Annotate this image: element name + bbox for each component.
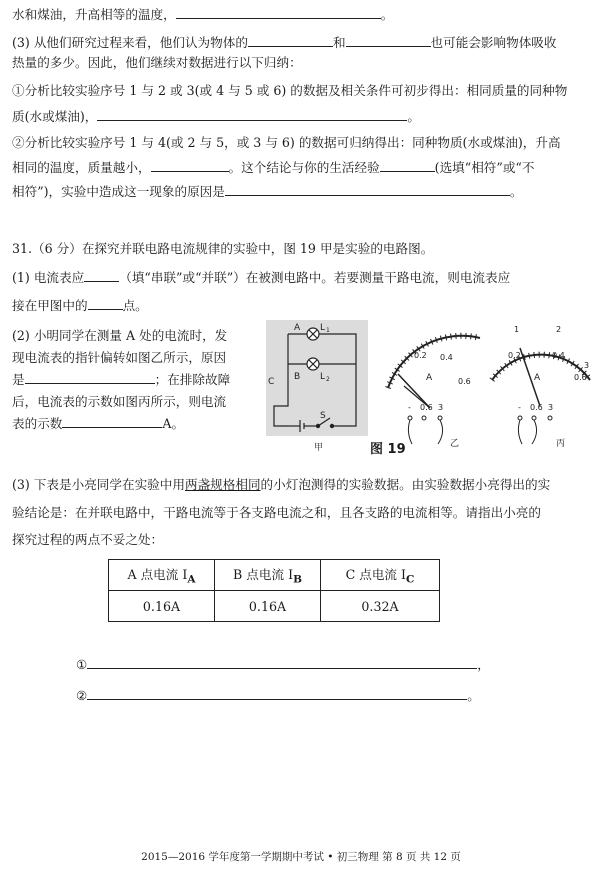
ammeter-c-terminal-2: 0.6 xyxy=(530,403,543,412)
circuit-label-a: A xyxy=(294,323,301,333)
ammeter-c-tick-3: 3 xyxy=(584,361,590,370)
ammeter-b-terminal-1: - xyxy=(408,403,411,412)
ammeter-c xyxy=(492,325,590,449)
circuit-diagram xyxy=(266,320,368,436)
ammeter-c-terminal-1: - xyxy=(518,403,521,412)
answer-blank[interactable] xyxy=(380,158,435,172)
circuit-label-s: S xyxy=(320,411,326,421)
q31-part3-line3: 探究过程的两点不妥之处： xyxy=(12,532,164,547)
answer-blank[interactable] xyxy=(176,5,381,19)
question-31-heading: 31.（6 分）在探究并联电路电流规律的实验中，图 19 甲是实验的电路图。 xyxy=(12,241,434,256)
circuit-label-l2-sub: 2 xyxy=(326,376,330,383)
ammeter-b-label: 乙 xyxy=(450,439,460,449)
page-footer: 2015—2016 学年度第一学期期中考试 • 初三物理 第 8 页 共 12 页 xyxy=(141,851,461,863)
answer-blank[interactable] xyxy=(25,370,155,384)
ammeter-c-label: 丙 xyxy=(556,439,566,449)
current-data-table xyxy=(108,559,440,622)
circuit-label-jia: 甲 xyxy=(314,443,324,453)
q31-part1-line2: 接在甲图中的 点。 xyxy=(12,298,148,313)
answer-blank[interactable] xyxy=(151,158,229,172)
table-header: A 点电流 $I_A$ xyxy=(109,560,215,591)
table-header: C 点电流 $I_C$ xyxy=(321,560,440,591)
text-line-6: ②分析比较实验序号 1 与 4(或 2 与 5，或 3 与 6) 的数据可归纳得出：同种物质(水或煤油)，升高 xyxy=(12,135,561,150)
text-line-2: (3) 从他们研究过程来看，他们认为物体的 和 也可能会影响物体吸收 xyxy=(12,35,557,50)
text-line-8: 相符”)，实验中造成这一现象的原因是 。 xyxy=(12,184,523,199)
answer-blank[interactable] xyxy=(62,414,162,428)
ammeter-c-tick-6: 0.6 xyxy=(574,373,587,382)
ammeter-c-terminal-3: 3 xyxy=(548,403,554,412)
text-line-1: 水和煤油，升高相等的温度， 。 xyxy=(12,7,394,22)
table-row xyxy=(109,591,440,622)
text-line-3: 热量的多少。因此，他们继续对数据进行以下归纳： xyxy=(12,55,302,70)
table-header: B 点电流 $I_B$ xyxy=(215,560,321,591)
answer-blank[interactable] xyxy=(248,33,333,47)
answer-blank[interactable] xyxy=(84,268,119,282)
answer-blank[interactable] xyxy=(87,655,477,669)
figure-19 xyxy=(258,318,598,458)
answer-blank[interactable] xyxy=(346,33,431,47)
ammeter-b xyxy=(388,336,480,449)
ammeter-b-tick-1: 0.2 xyxy=(414,351,427,360)
text-line-5: 质(水或煤油)， 。 xyxy=(12,109,420,124)
answer-blank[interactable] xyxy=(88,296,123,310)
text-line-4: ①分析比较实验序号 1 与 2 或 3(或 4 与 5 或 6) 的数据及相关条件可初步得出：相同质量的同种物 xyxy=(12,83,568,98)
q31-part1-line1: (1) 电流表应 （填“串联”或“并联”）在被测电路中。若要测量干路电流，则电流表应 xyxy=(12,270,511,285)
ammeter-c-tick-4: 0.2 xyxy=(508,351,521,360)
ammeter-c-tick-1: 1 xyxy=(514,325,520,334)
table-cell: 0.16A xyxy=(109,591,215,622)
answer-blank[interactable] xyxy=(225,182,510,196)
q31-part3-line1: (3) 下表是小亮同学在实验中用两盏规格相同的小灯泡测得的实验数据。由实验数据小亮得出的实 xyxy=(12,477,551,492)
table-cell: 0.32A xyxy=(321,591,440,622)
ammeter-b-terminal-2: 0.6 xyxy=(420,403,433,412)
text-line-7: 相同的温度，质量越小， 。这个结论与你的生活经验 (选填“相符”或“不 xyxy=(12,160,535,175)
ammeter-c-unit: A xyxy=(534,373,541,383)
ammeter-b-terminal-3: 3 xyxy=(438,403,444,412)
circuit-label-c: C xyxy=(268,377,275,387)
table-header-row xyxy=(109,560,440,591)
circuit-label-l-sub: 1 xyxy=(326,327,330,334)
q31-part3-line2: 验结论是：在并联电路中，干路电流等于各支路电流之和，且各支路的电流相等。请指出小亮的 xyxy=(12,505,541,520)
ammeter-c-tick-2: 2 xyxy=(556,325,562,334)
ammeter-b-unit: A xyxy=(426,373,433,383)
answer-line-2: ② 。 xyxy=(76,688,480,703)
circuit-label-b: B xyxy=(294,372,301,382)
ammeter-c-tick-5: 0.4 xyxy=(552,351,565,360)
ammeter-b-tick-3: 0.6 xyxy=(458,377,471,386)
table-cell: 0.16A xyxy=(215,591,321,622)
ammeter-b-tick-2: 0.4 xyxy=(440,353,453,362)
circuit-label-l: L xyxy=(320,323,326,333)
answer-blank[interactable] xyxy=(97,107,407,121)
q31-part2: (2) 小明同学在测量 A 处的电流时，发 现电流表的指针偏转如图乙所示，原因 是 ；在排除故障 后，电流表的示数如图丙所示，则电流 表的示数 A。 xyxy=(12,328,231,431)
answer-blank[interactable] xyxy=(87,686,467,700)
circuit-label-l2: L xyxy=(320,372,326,382)
answer-line-1: ① ， xyxy=(76,657,490,672)
figure-caption: 图 19 xyxy=(370,442,406,457)
